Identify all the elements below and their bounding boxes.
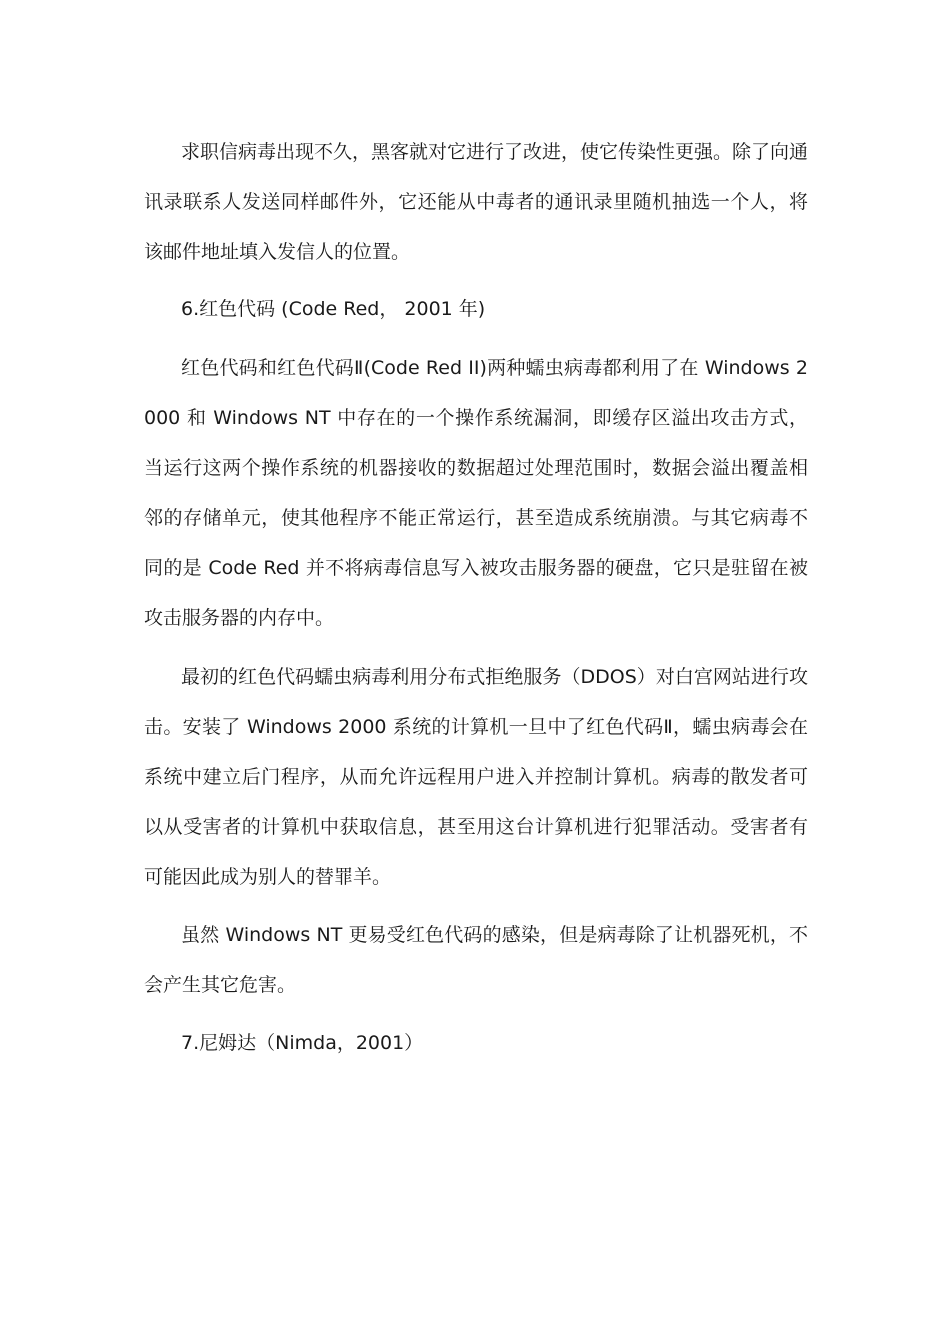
paragraph-windows-nt: 虽然 Windows NT 更易受红色代码的感染，但是病毒除了让机器死机，不会产生其它危害。	[144, 924, 808, 996]
heading-code-red: 6.红色代码 (Code Red， 2001 年)	[181, 298, 486, 320]
paragraph-code-red-overview: 红色代码和红色代码Ⅱ(Code Red II)两种蠕虫病毒都利用了在 Windows 2000 和 Windows NT 中存在的一个操作系统漏洞，即缓存区溢出攻击方式，当运行这两个操作系统的机器接收的数据超过处理范围时，数据会溢出覆盖相邻的存储单元，使其他程序不能正常运行，甚至造成系统崩溃。与其它病毒不同的是 Code Red 并不将病毒信息写入被攻击服务器的硬盘，它只是驻留在被攻击服务器的内存中。	[144, 357, 808, 629]
paragraph-job-letter-virus: 求职信病毒出现不久，黑客就对它进行了改进，使它传染性更强。除了向通讯录联系人发送同样邮件外，它还能从中毒者的通讯录里随机抽选一个人，将该邮件地址填入发信人的位置。	[144, 141, 809, 263]
heading-nimda: 7.尼姆达（Nimda，2001）	[181, 1032, 424, 1054]
paragraph-code-red-ddos: 最初的红色代码蠕虫病毒利用分布式拒绝服务（DDOS）对白宫网站进行攻击。安装了 Windows 2000 系统的计算机一旦中了红色代码Ⅱ，蠕虫病毒会在系统中建立后门程序，从而允许远程用户进入并控制计算机。病毒的散发者可以从受害者的计算机中获取信息，甚至用这台计算机进行犯罪活动。受害者有可能因此成为别人的替罪羊。	[144, 666, 808, 888]
